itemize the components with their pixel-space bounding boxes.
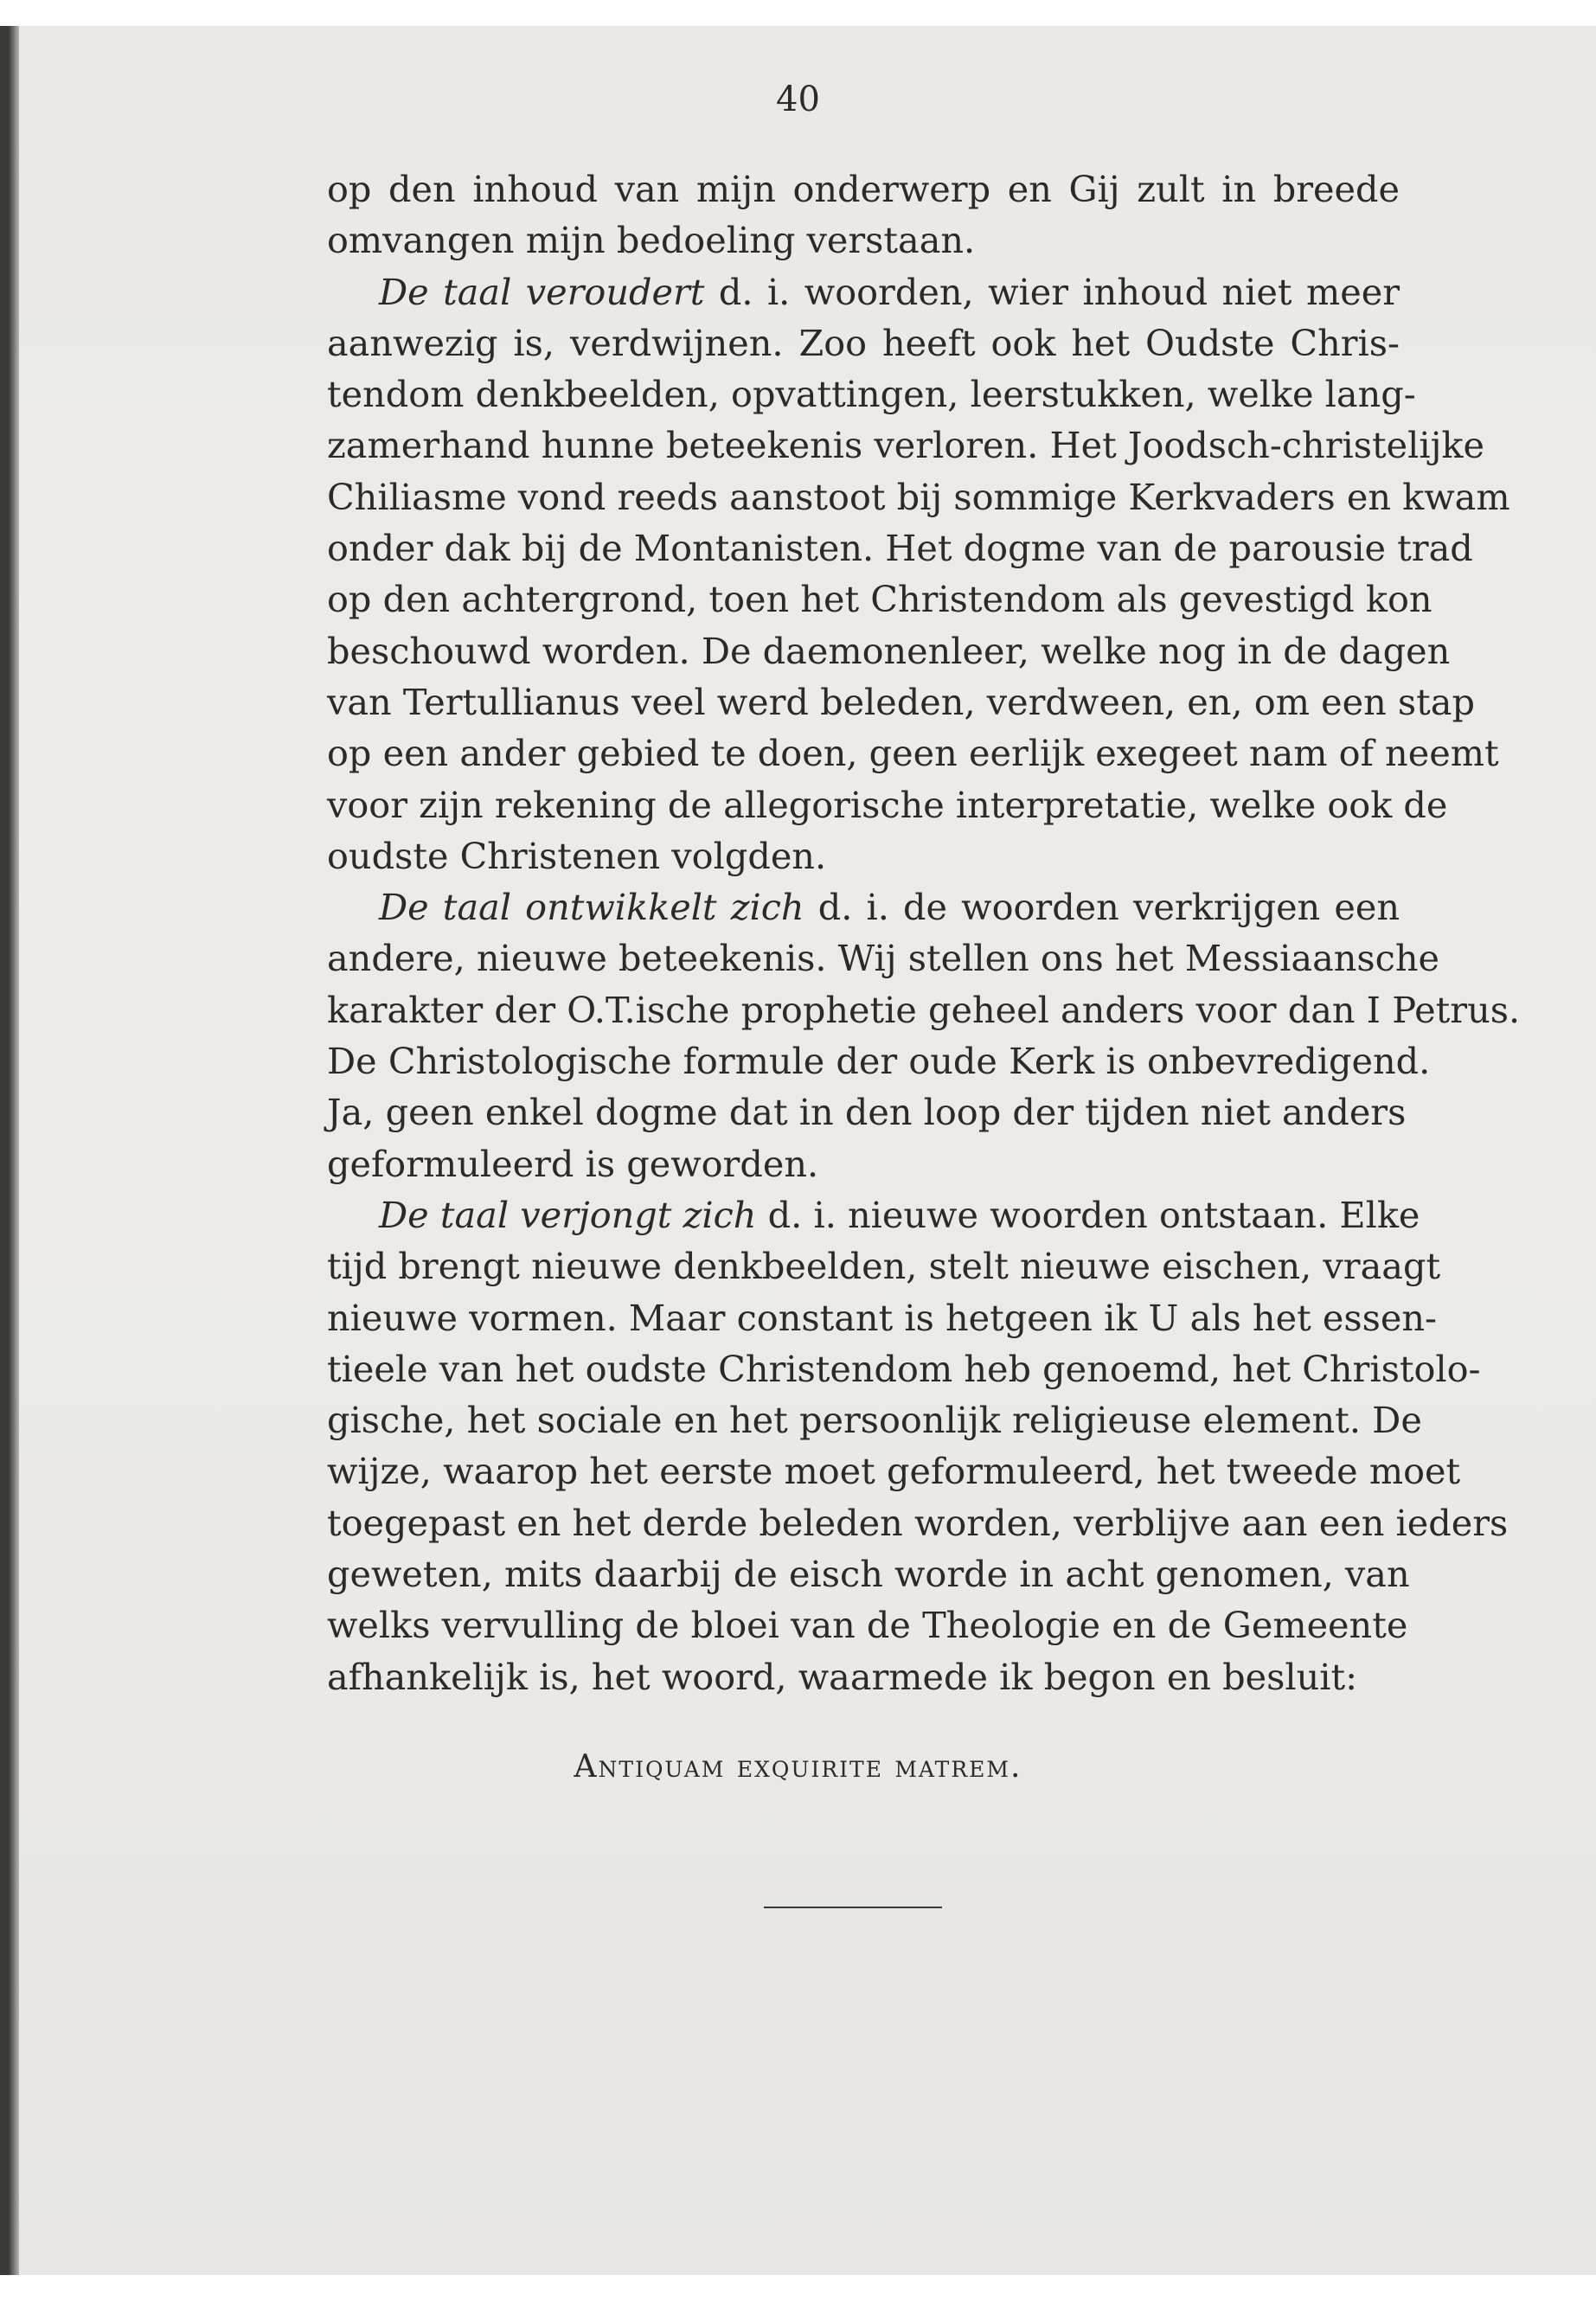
text-line: voor zijn rekening de allegorische interpretatie, welke ook de <box>327 784 1448 826</box>
scan-binding-edge <box>0 26 19 2275</box>
text-line: d. i. de woorden verkrijgen een <box>817 887 1400 929</box>
closing-rule <box>764 1907 942 1908</box>
closing-motto: Antiquam exquirite matrem. <box>574 1749 1022 1785</box>
text-line: geformuleerd is geworden. <box>327 1143 819 1185</box>
text-line: op een ander gebied te doen, geen eerlijk exegeet nam of neemt <box>327 733 1499 775</box>
text-line: wijze, waarop het eerste moet geformuleerd, het tweede moet <box>327 1451 1461 1493</box>
text-line: karakter der O.T.ische prophetie geheel anders voor dan I Petrus. <box>327 989 1521 1031</box>
text-line: omvangen mijn bedoeling verstaan. <box>327 220 976 262</box>
text-line: tijd brengt nieuwe denkbeelden, stelt nieuwe eischen, vraagt <box>327 1246 1441 1288</box>
text-line: geweten, mits daarbij de eisch worde in acht genomen, van <box>327 1554 1410 1596</box>
text-line: van Tertullianus veel werd beleden, verdween, en, om een stap <box>327 681 1475 723</box>
paragraph-line <box>327 882 1400 933</box>
text-line: aanwezig is, verdwijnen. Zoo heeft ook het Oudste Chris- <box>327 322 1400 364</box>
text-line: afhankelijk is, het woord, waarmede ik begon en besluit: <box>327 1656 1358 1698</box>
text-line: De Christologische formule der oude Kerk is onbevredigend. <box>327 1041 1431 1083</box>
text-line: zamerhand hunne beteekenis verloren. Het Joodsch-christelijke <box>327 425 1484 467</box>
text-line: d. i. woorden, wier inhoud niet meer <box>718 271 1400 313</box>
text-line: onder dak bij de Montanisten. Het dogme van de parousie trad <box>327 528 1473 570</box>
text-line: toegepast en het derde beleden worden, verblijve aan een ieders <box>327 1502 1509 1544</box>
paragraph-line <box>327 1190 1420 1241</box>
heading-veroudert: De taal veroudert <box>379 271 705 313</box>
page-number: 40 <box>776 80 820 119</box>
text-line: beschouwd worden. De daemonenleer, welke nog in de dagen <box>327 630 1451 672</box>
text-line: d. i. nieuwe woorden ontstaan. Elke <box>767 1194 1420 1236</box>
text-line: gische, het sociale en het persoonlijk religieuse element. De <box>327 1400 1422 1442</box>
text-line: welks vervulling de bloei van de Theologie en de Gemeente <box>327 1605 1408 1647</box>
heading-ontwikkelt: De taal ontwikkelt zich <box>379 887 804 929</box>
text-line: oudste Christenen volgden. <box>327 835 827 877</box>
heading-verjongt: De taal verjongt zich <box>379 1194 757 1236</box>
body-text <box>327 164 1521 1703</box>
text-line: tendom denkbeelden, opvattingen, leerstukken, welke lang- <box>327 374 1416 416</box>
text-line: Chiliasme vond reeds aanstoot bij sommige Kerkvaders en kwam <box>327 476 1510 518</box>
text-line: andere, nieuwe beteekenis. Wij stellen ons het Messiaansche <box>327 938 1439 980</box>
text-line: op den inhoud van mijn onderwerp en Gij zult in breede <box>327 169 1400 210</box>
paragraph-line <box>327 267 1400 318</box>
text-line: Ja, geen enkel dogme dat in den loop der tijden niet anders <box>327 1092 1407 1134</box>
text-line: nieuwe vormen. Maar constant is hetgeen ik U als het essen- <box>327 1297 1437 1339</box>
text-line: op den achtergrond, toen het Christendom als gevestigd kon <box>327 579 1433 621</box>
text-line: tieele van het oudste Christendom heb genoemd, het Christolo- <box>327 1348 1481 1390</box>
